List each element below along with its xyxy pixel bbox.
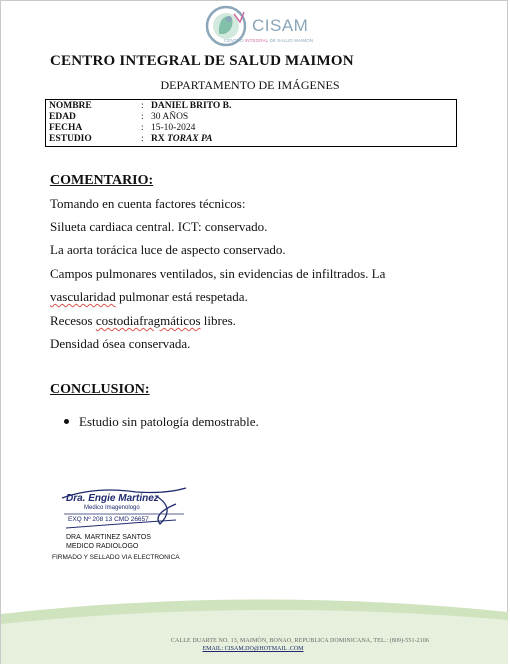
commentary-line: Silueta cardiaca central. ICT: conservado. bbox=[50, 219, 268, 234]
footer-wave bbox=[1, 590, 508, 664]
study-type: RX TORAX PA bbox=[151, 134, 213, 144]
commentary-line: Campos pulmonares ventilados, sin evidencias de infiltrados. La bbox=[50, 266, 386, 281]
commentary-line: La aorta torácica luce de aspecto conservado. bbox=[50, 242, 286, 257]
signer-name: DRA. MARTINEZ SANTOS bbox=[66, 534, 151, 541]
commentary-line: Tomando en cuenta factores técnicos: bbox=[50, 196, 246, 211]
conclusion-item: Estudio sin patología demostrable. bbox=[64, 414, 259, 430]
signature-note: FIRMADO Y SELLADO VIA ELECTRONICA bbox=[52, 554, 180, 561]
study-date: 15-10-2024 bbox=[151, 123, 196, 133]
logo-subtitle: CENTRO INTEGRAL DE SALUD MAIMON bbox=[224, 38, 314, 43]
patient-age: 30 AÑOS bbox=[151, 112, 189, 122]
signer-role: MEDICO RADIOLOGO bbox=[66, 543, 139, 550]
department-title: DEPARTAMENTO DE IMÁGENES bbox=[160, 78, 340, 92]
commentary-line: Densidad ósea conservada. bbox=[50, 336, 191, 351]
commentary-line: Recesos costodiafragmáticos libres. bbox=[50, 313, 236, 328]
stamp-doctor-name: Dra. Engie Martinez bbox=[66, 493, 159, 504]
stamp-license: EXQ Nº 208 13 CMD 26657 bbox=[68, 516, 149, 523]
footer-email[interactable]: EMAIL: CISAM.DO@HOTMAIL .COM bbox=[202, 646, 304, 652]
patient-name: DANIEL BRITO B. bbox=[151, 101, 232, 111]
patient-info-box: NOMBRE : DANIEL BRITO B. EDAD : 30 AÑOS FECHA : 15-10-2024 ESTUDIO : RX TORAX PA bbox=[45, 99, 457, 147]
commentary-line: vascularidad pulmonar está respetada. bbox=[50, 289, 248, 304]
conclusion-heading: CONCLUSION: bbox=[50, 382, 150, 397]
center-title: CENTRO INTEGRAL DE SALUD MAIMON bbox=[50, 53, 354, 69]
footer-address: CALLE DUARTE NO. 13, MAIMÓN, BONAO, REPUBLICA DOMINICANA, TEL.: (809)-551-2106 bbox=[170, 638, 430, 644]
commentary-heading: COMENTARIO: bbox=[50, 173, 154, 188]
logo-brand: CISAM bbox=[252, 16, 309, 35]
stamp-doctor-role: Medico Imagenologo bbox=[84, 505, 140, 511]
bullet-icon bbox=[64, 419, 69, 424]
